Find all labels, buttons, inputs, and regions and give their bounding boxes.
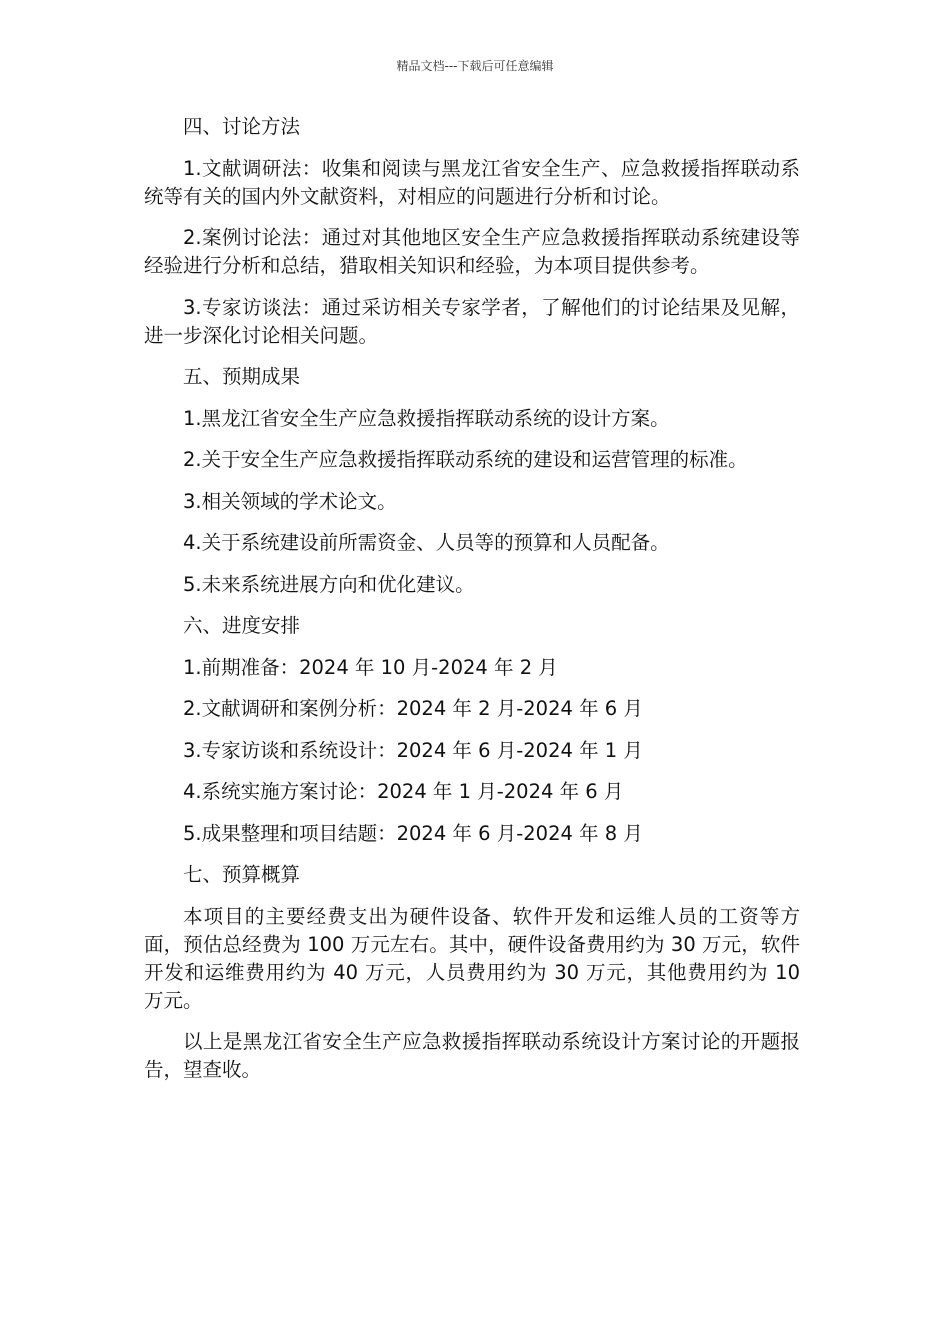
section-heading-budget: 七、预算概算 bbox=[183, 863, 301, 886]
list-item: 5.未来系统进展方向和优化建议。 bbox=[183, 572, 475, 596]
list-item: 1.前期准备：2024 年 10 月-2024 年 2 月 bbox=[183, 655, 558, 679]
list-item: 4.系统实施方案讨论：2024 年 1 月-2024 年 6 月 bbox=[183, 780, 624, 803]
list-item: 3.专家访谈和系统设计：2024 年 6 月-2024 年 1 月 bbox=[183, 738, 643, 762]
paragraph: 2.案例讨论法：通过对其他地区安全生产应急救援指挥联动系统建设等经验进行分析和总结，猎取相关知识和经验，为本项目提供参考。 bbox=[144, 226, 800, 277]
paragraph: 3.专家访谈法：通过采访相关专家学者，了解他们的讨论结果及见解，进一步深化讨论相关问题。 bbox=[144, 295, 800, 347]
paragraph: 本项目的主要经费支出为硬件设备、软件开发和运维人员的工资等方面，预估总经费为 100 万元左右。其中，硬件设备费用约为 30 万元，软件开发和运维费用约为 40 万元，人员费用约为 30 万元，其他费用约为 10 万元。 bbox=[144, 904, 800, 1012]
list-item: 1.黑龙江省安全生产应急救援指挥联动系统的设计方案。 bbox=[183, 406, 670, 430]
list-item: 3.相关领域的学术论文。 bbox=[183, 489, 397, 513]
section-heading-methods: 四、讨论方法 bbox=[183, 115, 301, 138]
document-body bbox=[144, 113, 800, 1098]
list-item: 4.关于系统建设前所需资金、人员等的预算和人员配备。 bbox=[183, 531, 670, 554]
section-heading-outcomes: 五、预期成果 bbox=[183, 365, 301, 388]
paragraph: 1.文献调研法：收集和阅读与黑龙江省安全生产、应急救援指挥联动系统等有关的国内外文献资料，对相应的问题进行分析和讨论。 bbox=[144, 156, 800, 208]
list-item: 2.关于安全生产应急救援指挥联动系统的建设和运营管理的标准。 bbox=[183, 448, 748, 471]
list-item: 2.文献调研和案例分析：2024 年 2 月-2024 年 6 月 bbox=[183, 697, 643, 720]
section-heading-schedule: 六、进度安排 bbox=[183, 614, 301, 637]
paragraph: 以上是黑龙江省安全生产应急救援指挥联动系统设计方案讨论的开题报告，望查收。 bbox=[144, 1030, 800, 1081]
list-item: 5.成果整理和项目结题：2024 年 6 月-2024 年 8 月 bbox=[183, 821, 643, 845]
page-header: 精品文档---下载后可任意编辑 bbox=[396, 59, 554, 73]
